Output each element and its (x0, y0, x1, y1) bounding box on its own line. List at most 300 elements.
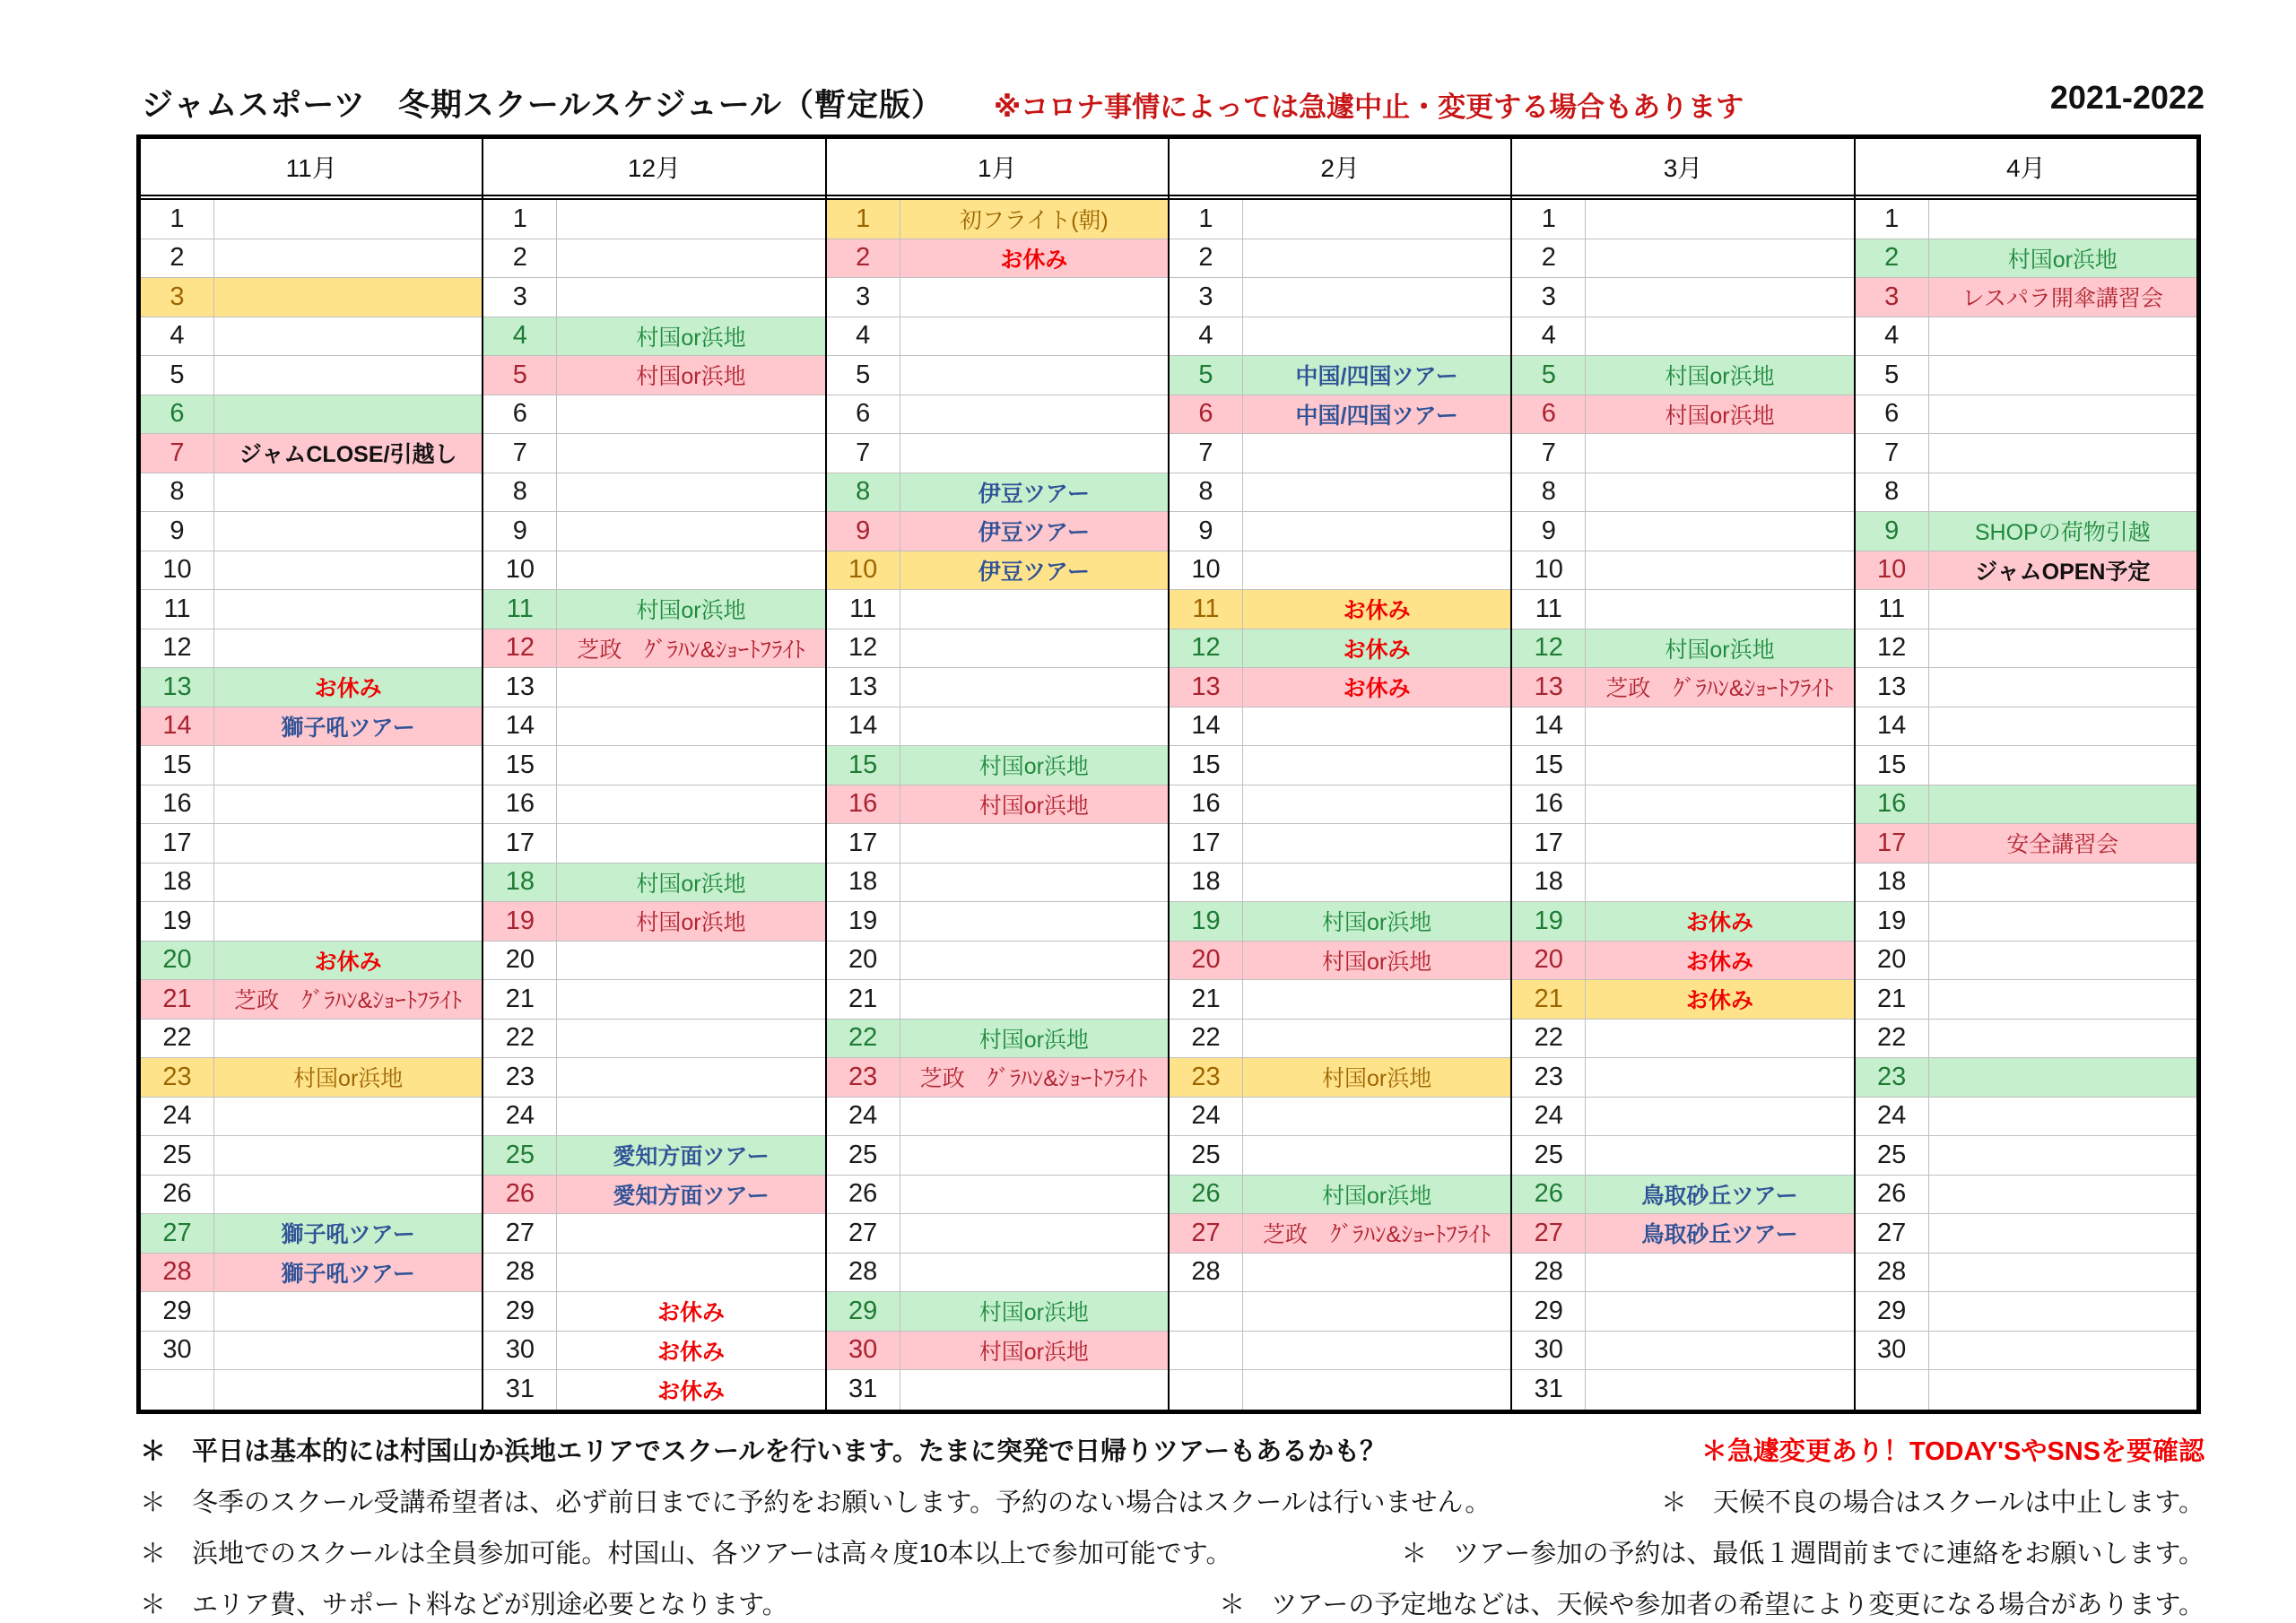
day-event: 芝政 ｸﾞﾗﾊﾝ&ｼｮｰﾄﾌﾗｲﾄ (919, 1066, 1148, 1092)
day-row (1856, 942, 2196, 981)
day-row (1512, 590, 1853, 629)
day-number: 6 (1170, 395, 1243, 434)
day-number: 13 (483, 668, 557, 707)
day-event (1586, 1058, 1853, 1097)
day-number (1170, 1292, 1243, 1331)
day-row (141, 1176, 482, 1215)
day-row (483, 1098, 824, 1137)
day-row (1170, 980, 1510, 1020)
day-event (900, 1136, 1168, 1175)
day-event (557, 942, 824, 980)
day-event (1929, 200, 2196, 239)
day-number: 8 (1512, 473, 1586, 512)
day-event (1929, 1332, 2196, 1370)
day-event (1586, 200, 1853, 239)
day-row (827, 629, 1168, 669)
note-left: ＊ 冬季のスクール受講希望者は、必ず前日までに予約をお願いします。予約のない場合はスクールは行いません。 (140, 1488, 1492, 1517)
day-row (483, 902, 824, 942)
day-number: 20 (483, 942, 557, 980)
day-number: 2 (827, 239, 900, 278)
day-number: 18 (141, 864, 214, 902)
day-number: 21 (483, 980, 557, 1019)
day-row (1856, 1214, 2196, 1254)
day-event (1929, 395, 2196, 434)
day-number: 12 (827, 629, 900, 668)
day-number: 5 (827, 356, 900, 395)
day-event: レスパラ開傘講習会 (1961, 286, 2163, 312)
day-number: 5 (1856, 356, 1929, 395)
day-event: 鳥取砂丘ツアー (1641, 1222, 1798, 1248)
day-event (1243, 317, 1510, 356)
day-event: お休み (314, 676, 382, 702)
day-event (900, 864, 1168, 902)
day-event (1243, 278, 1510, 317)
day-row (1856, 473, 2196, 513)
day-number: 18 (1512, 864, 1586, 902)
day-row (141, 785, 482, 825)
day-event: お休み (1343, 676, 1411, 702)
day-row (1856, 785, 2196, 825)
day-row (483, 707, 824, 747)
day-event (900, 317, 1168, 356)
day-number: 25 (1512, 1136, 1586, 1175)
day-event (1586, 864, 1853, 902)
day-number: 4 (1856, 317, 1929, 356)
day-row (1170, 629, 1510, 669)
day-row (827, 785, 1168, 825)
day-row (483, 434, 824, 473)
day-event (214, 278, 482, 317)
month-column (141, 139, 483, 1410)
day-row (483, 1020, 824, 1059)
day-row (1512, 629, 1853, 669)
day-row (1512, 551, 1853, 591)
day-event: 村国or浜地 (1665, 403, 1775, 429)
day-event (1586, 434, 1853, 473)
day-number: 10 (141, 551, 214, 590)
day-row (827, 864, 1168, 903)
day-event (1243, 239, 1510, 278)
day-number: 17 (1170, 824, 1243, 863)
day-event (214, 785, 482, 824)
day-event (900, 668, 1168, 707)
day-number: 12 (1170, 629, 1243, 668)
day-event (557, 434, 824, 473)
day-row (1512, 395, 1853, 435)
day-number: 28 (827, 1254, 900, 1292)
day-row (483, 824, 824, 864)
day-number: 25 (1856, 1136, 1929, 1175)
day-number: 18 (827, 864, 900, 902)
day-number: 1 (141, 200, 214, 239)
day-row (1512, 864, 1853, 903)
day-row (827, 473, 1168, 513)
day-number: 12 (483, 629, 557, 668)
day-event (900, 590, 1168, 629)
day-event: 芝政 ｸﾞﾗﾊﾝ&ｼｮｰﾄﾌﾗｲﾄ (1263, 1222, 1492, 1248)
day-event: 村国or浜地 (978, 1027, 1089, 1053)
day-row (483, 1370, 824, 1410)
day-event: 村国or浜地 (636, 598, 746, 624)
day-event (1929, 629, 2196, 668)
day-row (827, 1214, 1168, 1254)
day-row (827, 1254, 1168, 1293)
day-row (827, 512, 1168, 551)
day-row (141, 668, 482, 707)
day-number: 13 (141, 668, 214, 707)
day-event: お休み (1343, 598, 1411, 624)
day-number: 18 (1170, 864, 1243, 902)
day-row (1170, 278, 1510, 317)
day-event (1929, 1098, 2196, 1136)
day-number: 30 (827, 1332, 900, 1370)
day-event: 村国or浜地 (978, 793, 1089, 819)
day-number: 23 (141, 1058, 214, 1097)
day-number: 4 (827, 317, 900, 356)
day-row (1170, 707, 1510, 747)
day-row (483, 200, 824, 239)
day-event (1243, 746, 1510, 785)
day-row (483, 864, 824, 903)
day-event: お休み (1343, 637, 1411, 663)
day-number: 29 (1512, 1292, 1586, 1331)
day-event (214, 1292, 482, 1331)
day-number: 4 (483, 317, 557, 356)
day-row (827, 1292, 1168, 1332)
day-number: 16 (483, 785, 557, 824)
day-number: 21 (1856, 980, 1929, 1019)
day-number: 18 (483, 864, 557, 902)
day-row (1170, 473, 1510, 513)
day-row (141, 1332, 482, 1371)
day-number: 28 (483, 1254, 557, 1292)
day-number: 24 (1512, 1098, 1586, 1136)
day-row (827, 434, 1168, 473)
day-event: 安全講習会 (2006, 832, 2119, 858)
day-row (483, 278, 824, 317)
day-event (1243, 1370, 1510, 1410)
day-event (214, 629, 482, 668)
day-row (827, 1136, 1168, 1176)
day-number: 7 (483, 434, 557, 473)
covid-warning-note: ※コロナ事情によっては急遽中止・変更する場合もあります (994, 91, 1744, 123)
day-event: 村国or浜地 (1322, 910, 1432, 936)
day-row (483, 551, 824, 591)
day-event (214, 551, 482, 590)
day-number: 28 (1856, 1254, 1929, 1292)
day-event: 村国or浜地 (978, 1300, 1089, 1326)
day-number: 12 (1512, 629, 1586, 668)
day-event (557, 239, 824, 278)
day-event: 中国/四国ツアー (1295, 403, 1458, 429)
day-row (1512, 746, 1853, 785)
day-row (483, 317, 824, 357)
day-number: 17 (483, 824, 557, 863)
day-row (1512, 356, 1853, 395)
day-number: 3 (141, 278, 214, 317)
day-event (214, 746, 482, 785)
day-event (1929, 707, 2196, 746)
day-row (1170, 1254, 1510, 1293)
day-event (1929, 473, 2196, 512)
day-row (1512, 824, 1853, 864)
day-event (557, 278, 824, 317)
day-event (214, 356, 482, 395)
day-event (1586, 1020, 1853, 1058)
day-number: 24 (1856, 1098, 1929, 1136)
note-line (140, 1436, 2205, 1467)
day-row (1856, 1292, 2196, 1332)
day-row (141, 1292, 482, 1332)
day-event: 鳥取砂丘ツアー (1641, 1183, 1798, 1209)
day-event (900, 1254, 1168, 1292)
day-number: 23 (1856, 1058, 1929, 1097)
day-number: 19 (1856, 902, 1929, 941)
month-header: 2月 (1170, 139, 1510, 200)
day-row (1170, 864, 1510, 903)
day-number: 16 (827, 785, 900, 824)
day-row (1856, 1332, 2196, 1371)
day-row (1170, 902, 1510, 942)
day-event (1586, 239, 1853, 278)
day-number: 1 (483, 200, 557, 239)
day-event (557, 1058, 824, 1097)
day-row (1170, 1136, 1510, 1176)
day-row (141, 434, 482, 473)
day-number: 10 (1170, 551, 1243, 590)
month-column (1856, 139, 2196, 1410)
month-header: 4月 (1856, 139, 2196, 200)
day-number (1170, 1332, 1243, 1370)
day-row (1512, 942, 1853, 981)
day-event: 村国or浜地 (636, 871, 746, 897)
day-row (1512, 1176, 1853, 1215)
day-number: 17 (1856, 824, 1929, 863)
day-row (483, 1136, 824, 1176)
day-number: 6 (827, 395, 900, 434)
day-row (483, 473, 824, 513)
calendar-table (136, 135, 2201, 1414)
day-event (1929, 785, 2196, 824)
day-row (483, 1254, 824, 1293)
day-event (557, 1214, 824, 1253)
day-number: 1 (1856, 200, 1929, 239)
day-row (1512, 1254, 1853, 1293)
day-event (1929, 434, 2196, 473)
day-event (1243, 1254, 1510, 1292)
day-event (1243, 512, 1510, 551)
day-row (827, 317, 1168, 357)
day-event: お休み (657, 1339, 725, 1365)
day-row (1512, 239, 1853, 279)
day-row (1856, 395, 2196, 435)
day-row (483, 942, 824, 981)
day-number: 19 (483, 902, 557, 941)
day-row (827, 1098, 1168, 1137)
day-row (483, 1292, 824, 1332)
day-row (483, 1214, 824, 1254)
day-row (827, 1332, 1168, 1371)
day-row (1170, 668, 1510, 707)
day-event: 村国or浜地 (1665, 637, 1775, 663)
day-event (557, 746, 824, 785)
season-label: 2021-2022 (2049, 79, 2205, 116)
day-event (1586, 512, 1853, 551)
day-number: 8 (827, 473, 900, 512)
day-event: 村国or浜地 (1322, 949, 1432, 975)
day-number: 23 (1170, 1058, 1243, 1097)
day-event (1929, 1214, 2196, 1253)
day-number: 1 (1170, 200, 1243, 239)
day-number: 22 (483, 1020, 557, 1058)
day-number: 6 (1512, 395, 1586, 434)
day-number: 11 (1856, 590, 1929, 629)
day-event (557, 668, 824, 707)
day-row (827, 942, 1168, 981)
day-number: 31 (827, 1370, 900, 1410)
day-number: 7 (1512, 434, 1586, 473)
day-number: 2 (141, 239, 214, 278)
day-row (483, 395, 824, 435)
day-number: 26 (141, 1176, 214, 1214)
day-event (1243, 824, 1510, 863)
day-event: SHOPの荷物引越 (1974, 520, 2151, 546)
day-event (900, 980, 1168, 1019)
day-row (1170, 434, 1510, 473)
day-event (1586, 590, 1853, 629)
day-number: 30 (1512, 1332, 1586, 1370)
day-event (1586, 785, 1853, 824)
day-event (1586, 746, 1853, 785)
day-row (1512, 1214, 1853, 1254)
day-event: 獅子吼ツアー (281, 1261, 415, 1287)
day-event (214, 902, 482, 941)
day-row (1856, 590, 2196, 629)
day-row (141, 1254, 482, 1293)
day-number: 8 (1856, 473, 1929, 512)
day-row (827, 200, 1168, 239)
day-number: 13 (1856, 668, 1929, 707)
day-event: 村国or浜地 (2007, 247, 2118, 273)
day-event (1929, 356, 2196, 395)
day-event: 伊豆ツアー (978, 481, 1090, 507)
month-column (1170, 139, 1512, 1410)
day-number: 19 (1512, 902, 1586, 941)
day-row (1856, 1370, 2196, 1410)
day-event (1243, 1136, 1510, 1175)
day-row (827, 1176, 1168, 1215)
day-event (557, 200, 824, 239)
day-number: 27 (1512, 1214, 1586, 1253)
day-number: 22 (1512, 1020, 1586, 1058)
day-event: 村国or浜地 (636, 910, 746, 936)
day-number: 10 (827, 551, 900, 590)
day-number: 3 (483, 278, 557, 317)
day-number: 7 (141, 434, 214, 473)
day-event (1243, 864, 1510, 902)
day-event: 伊豆ツアー (978, 559, 1090, 585)
day-row (483, 512, 824, 551)
day-row (1856, 1020, 2196, 1059)
day-row (1512, 317, 1853, 357)
day-number: 20 (1512, 942, 1586, 980)
day-row (141, 1020, 482, 1059)
day-number: 25 (1170, 1136, 1243, 1175)
day-row (141, 512, 482, 551)
day-number: 24 (483, 1098, 557, 1136)
day-row (1856, 512, 2196, 551)
day-number: 5 (141, 356, 214, 395)
day-row (1170, 1332, 1510, 1371)
month-header: 1月 (827, 139, 1168, 200)
day-number: 26 (1856, 1176, 1929, 1214)
day-event: 愛知方面ツアー (613, 1183, 770, 1209)
day-row (483, 746, 824, 785)
day-number: 2 (1856, 239, 1929, 278)
day-number: 5 (1512, 356, 1586, 395)
day-number: 15 (1170, 746, 1243, 785)
day-row (1856, 668, 2196, 707)
day-number: 27 (483, 1214, 557, 1253)
day-row (1170, 551, 1510, 591)
day-event (1243, 1332, 1510, 1370)
note-left: ＊ 浜地でのスクールは全員参加可能。村国山、各ツアーは高々度10本以上で参加可能です。 (140, 1540, 1232, 1568)
day-row (1512, 1020, 1853, 1059)
day-number: 28 (1170, 1254, 1243, 1292)
day-number: 17 (141, 824, 214, 863)
day-row (141, 1098, 482, 1137)
day-event: 村国or浜地 (1322, 1066, 1432, 1092)
day-event (1929, 590, 2196, 629)
day-event (900, 1176, 1168, 1214)
day-number: 30 (483, 1332, 557, 1370)
day-event (214, 824, 482, 863)
day-number: 16 (1512, 785, 1586, 824)
note-left: ＊ エリア費、サポート料などが別途必要となります。 (140, 1591, 788, 1619)
day-number: 1 (1512, 200, 1586, 239)
day-number: 11 (1512, 590, 1586, 629)
day-row (1170, 200, 1510, 239)
day-number: 18 (1856, 864, 1929, 902)
day-row (1512, 1292, 1853, 1332)
day-row (827, 902, 1168, 942)
day-row (1512, 1136, 1853, 1176)
day-event (557, 473, 824, 512)
day-number: 19 (1170, 902, 1243, 941)
day-event (1929, 1020, 2196, 1058)
day-event (214, 1136, 482, 1175)
day-number: 26 (1170, 1176, 1243, 1214)
day-row (1512, 1098, 1853, 1137)
day-row (827, 1020, 1168, 1059)
day-number: 24 (1170, 1098, 1243, 1136)
day-row (1170, 317, 1510, 357)
day-number: 27 (1170, 1214, 1243, 1253)
day-number: 8 (483, 473, 557, 512)
day-row (483, 590, 824, 629)
day-row (1856, 1254, 2196, 1293)
day-row (1856, 824, 2196, 864)
day-row (1170, 1020, 1510, 1059)
day-row (1512, 473, 1853, 513)
day-event (557, 824, 824, 863)
day-event (1929, 668, 2196, 707)
note-right: ＊急遽変更あり！TODAY'SやSNSを要確認 (1700, 1437, 2205, 1466)
day-row (141, 707, 482, 747)
day-number: 28 (1512, 1254, 1586, 1292)
day-row (1856, 551, 2196, 591)
day-event (214, 473, 482, 512)
